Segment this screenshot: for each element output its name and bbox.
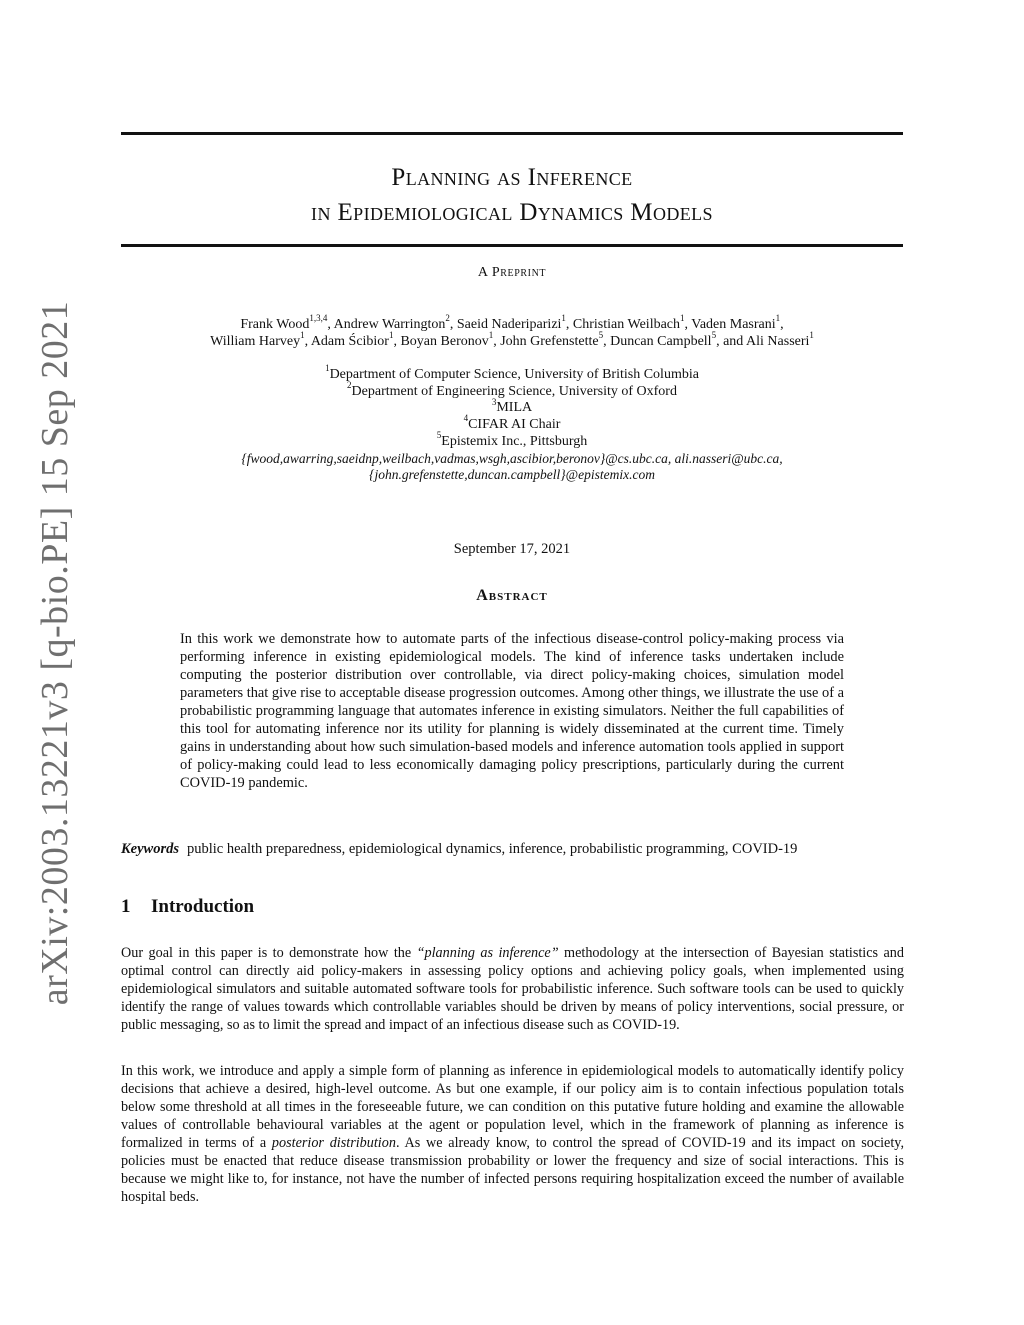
author-separator: , xyxy=(684,317,692,332)
keywords-text: public health preparedness, epidemiological dynamics, inference, probabilistic programming, COVID-19 xyxy=(187,841,798,857)
author-separator: , xyxy=(603,334,611,349)
author-affiliation-mark: 1 xyxy=(300,330,305,341)
paragraph-text: methodology at the intersection of Bayesian statistics and optimal control can directly aid policy-makers in assessing policy options and achieving policy goals, when implemented using epidemiological simulators and suitable automated software tools for probabilistic inference. Such software tools can be used to quickly identify the range of values towards which controllable variables should be driven by means of policy interventions, social pressure, or public messaging, so as to limit the spread and impact of an infectious disease such as COVID-19. xyxy=(121,945,904,1033)
author-name: Vaden Masrani xyxy=(691,317,776,332)
author-affiliation-mark: 5 xyxy=(711,330,717,341)
intro-paragraph-1 xyxy=(121,944,904,1034)
author-name: Frank Wood xyxy=(240,317,310,332)
emphasis-text: posterior distribution xyxy=(271,1135,396,1151)
email-line-1: {fwood,awarring,saeidnp,weilbach,vadmas,wsgh,ascibior,beronov}@cs.ubc.ca, ali.nasseri@ubc.ca, xyxy=(241,450,783,466)
author-separator: , xyxy=(393,334,401,349)
author-name: Boyan Beronov xyxy=(400,334,489,349)
paragraph-text: . As we already know, to control the spread of COVID-19 and its impact on society, policies must be enacted that reduce disease transmission probability or lower the frequency and size of social interactions. This is because we might like to, for instance, not have the number of infected persons requiring hospitalization exceed the number of available hospital beds. xyxy=(121,1135,905,1205)
author-name: Duncan Campbell xyxy=(610,334,712,349)
publication-date: September 17, 2021 xyxy=(453,541,571,557)
author-name: Christian Weilbach xyxy=(572,317,681,332)
arxiv-identifier-stamp: arXiv:2003.13221v3 [q-bio.PE] 15 Sep 2021 xyxy=(34,300,76,1006)
author xyxy=(500,330,611,349)
author-separator: , xyxy=(304,334,311,349)
author-affiliation-mark: 1 xyxy=(680,313,685,324)
author xyxy=(610,330,747,349)
author xyxy=(400,330,501,349)
author-separator: , xyxy=(565,317,573,332)
section-number: 1 xyxy=(121,896,131,917)
author xyxy=(691,313,784,332)
author-name: John Grefenstette xyxy=(500,334,599,349)
author-affiliation-mark: 1,3,4 xyxy=(309,313,328,324)
author xyxy=(456,313,573,332)
author-affiliation-mark: 1 xyxy=(775,313,781,324)
author-name: Andrew Warrington xyxy=(333,317,446,332)
author xyxy=(572,313,692,332)
affiliations-block xyxy=(121,363,903,484)
author-separator: , xyxy=(493,334,501,349)
author xyxy=(746,330,814,349)
author xyxy=(310,330,401,349)
author-separator: , xyxy=(327,317,334,332)
author-name: Ali Nasseri xyxy=(746,334,810,349)
paragraph-text: In this work, we introduce and apply a simple form of planning as inference in epidemiological models to automatically identify policy decisions that achieve a desired, high-level outcome. As but one example, if our policy aim is to contain infectious population totals below some threshold at all times in the foreseeable future, we can condition on this putative future holding and examine the allowable values of controllable behavioural variables at the agent or population level, which in the framework of planning as inference is formalized in terms of a xyxy=(121,1063,904,1151)
section-heading xyxy=(121,896,254,918)
email-line-2: {john.grefenstette,duncan.campbell}@epistemix.com xyxy=(369,467,655,483)
author xyxy=(210,330,311,349)
author xyxy=(333,313,457,332)
author-affiliation-mark: 2 xyxy=(445,313,450,324)
affiliation-5: $^5$Epistemix Inc., Pittsburgh xyxy=(436,430,588,449)
keywords-label: Keywords xyxy=(121,841,179,857)
preprint-label: A Preprint xyxy=(477,265,547,280)
emphasis-text: “planning as inference” xyxy=(416,945,559,961)
paper-title-line-1: Planning as Inference xyxy=(391,164,633,191)
affiliation-1: $^1$Department of Computer Science, University of British Columbia xyxy=(325,363,699,382)
author-affiliation-mark: 5 xyxy=(598,330,604,341)
author-separator: , xyxy=(449,317,457,332)
intro-paragraph-2 xyxy=(121,1062,904,1206)
title-rule-bottom xyxy=(121,244,903,247)
author-affiliation-mark: 1 xyxy=(388,330,394,341)
affiliation-2: $^2$Department of Engineering Science, University of Oxford xyxy=(347,380,677,399)
abstract-body: In this work we demonstrate how to automate parts of the infectious disease-control policy-making process via performing inference in existing epidemiological models. The kind of inference tasks undertaken include computing the posterior distribution over controllable, via direct policy-making choices, simulation model parameters that give rise to acceptable disease progression outcomes. Among other things, we illustrate the use of a probabilistic programming language that automates inference in existing simulators. Neither the full capabilities of this tool for automating inference nor its utility for planning is widely disseminated at the current time. Timely gains in understanding about how such simulation-based models and inference automation tools applied in support of policy-making could lead to less economically damaging policy prescriptions, particularly during the current COVID-19 pandemic. xyxy=(180,631,844,791)
author-separator: , xyxy=(780,317,784,332)
author-name: Saeid Naderiparizi xyxy=(456,317,562,332)
author-list-line-2 xyxy=(121,332,903,351)
abstract-heading: Abstract xyxy=(476,587,548,604)
author xyxy=(240,313,334,332)
paper-title-line-2: in Epidemiological Dynamics Models xyxy=(311,199,713,226)
author-affiliation-mark: 1 xyxy=(561,313,566,324)
author-affiliation-mark: 1 xyxy=(488,330,494,341)
keywords-line xyxy=(121,841,911,858)
author-name: William Harvey xyxy=(210,334,301,349)
title-rule-top xyxy=(121,132,903,135)
author-affiliation-mark: 1 xyxy=(809,330,814,341)
paragraph-text: Our goal in this paper is to demonstrate how the xyxy=(121,945,417,961)
affiliation-3: $^3$MILA xyxy=(491,396,533,416)
author-separator: , and xyxy=(716,334,747,349)
affiliation-4: $^4$CIFAR AI Chair xyxy=(463,413,561,433)
author-name: Adam Ścibior xyxy=(310,334,389,349)
section-title: Introduction xyxy=(151,896,255,917)
